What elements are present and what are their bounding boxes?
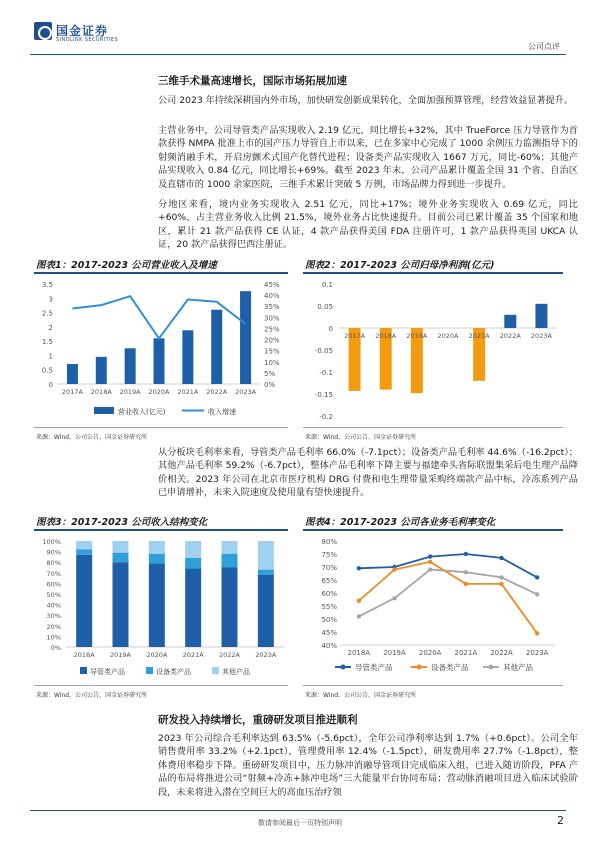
report-type: 公司点评 xyxy=(528,42,560,51)
stacked-segment xyxy=(258,570,274,575)
y-tick-label: 80% xyxy=(46,559,61,568)
figure2-bottom-rule xyxy=(303,427,563,428)
x-tick-label: 2023A xyxy=(530,332,552,340)
revenue-bar xyxy=(96,357,107,384)
x-tick-label: 2017A xyxy=(344,332,366,340)
stacked-segment xyxy=(258,541,274,570)
stacked-segment xyxy=(149,563,165,647)
x-tick-label: 2022A xyxy=(219,651,240,659)
y-tick-label: 30% xyxy=(46,612,61,621)
y-tick-label: 50% xyxy=(46,591,61,599)
y-tick-label: 0% xyxy=(50,644,61,652)
paragraph-5: 2023 年公司综合毛利率达到 63.5%（-5.6pct），全年公司净利率达到 1.7%（+0.6pct）。公司全年销售费用率 33.2%（+2.1pct），管理费用率 12.4%（-1.5pct），研发费用率 27.7%（-1.8pct），整体费用率稳步下降。重磅研发项目中，压力脉冲消融导管项目完成临床入组，已进入随访阶段，PFA 产品的布局将推进公司“射频+冷冻+脉冲电场”三大能量平台协同布局；营动脉消融项目进入临床试验阶段，未来将进入潜在空间巨大的高血压治疗领 xyxy=(158,733,578,798)
margin-point xyxy=(392,567,396,571)
y-tick-label: 65% xyxy=(321,577,337,585)
legend-label: 其他产品 xyxy=(222,668,250,676)
page-number: 2 xyxy=(557,814,564,827)
stacked-segment xyxy=(222,568,238,648)
x-tick-label: 2020A xyxy=(437,332,459,340)
figure3-title-rule xyxy=(34,529,288,531)
x-tick-label: 2018A xyxy=(90,388,112,396)
y-tick-label: 50% xyxy=(321,616,337,624)
figure1-source: 来源：Wind，公司公告，国金证券研究所 xyxy=(36,434,148,441)
x-tick-label: 2020A xyxy=(418,649,442,657)
figure4-source: 来源：Wind，公司公告，国金证券研究所 xyxy=(305,692,417,699)
x-tick-label: 2018A xyxy=(73,651,95,659)
legend-label: 设备类产品 xyxy=(156,668,191,676)
header-divider xyxy=(30,54,566,55)
y-tick-label: 0 xyxy=(328,325,333,333)
y-left-tick-label: 1 xyxy=(48,352,53,361)
paragraph-1: 公司 2023 年持续深耕国内外市场，加快研发创新成果转化，全面加强预算管理，经营效益显著提升。 xyxy=(158,95,574,106)
x-tick-label: 2021A xyxy=(468,332,490,340)
revenue-bar xyxy=(182,330,193,384)
figure3-bottom-rule xyxy=(34,685,288,686)
figure2-chart xyxy=(303,276,565,424)
x-tick-label: 2018A xyxy=(347,649,371,657)
figure4-chart xyxy=(303,533,565,681)
legend-marker xyxy=(417,665,422,670)
y-left-tick-label: 0 xyxy=(48,381,53,389)
y-left-tick-label: 3.5 xyxy=(41,281,53,289)
legend-bar-swatch xyxy=(94,407,114,414)
y-tick-label: 10% xyxy=(46,633,61,642)
y-tick-label: -0.15 xyxy=(314,391,333,399)
margin-point xyxy=(464,552,468,556)
margin-point xyxy=(428,554,432,558)
stacked-segment xyxy=(76,555,92,647)
figure3-source: 来源：Wind，公司公告，国金证券研究所 xyxy=(36,692,148,699)
y-right-tick-label: 35% xyxy=(264,303,280,312)
logo-text-en: SINOLINK SECURITIES xyxy=(56,37,119,43)
y-left-tick-label: 2 xyxy=(48,323,53,332)
margin-point xyxy=(357,599,361,603)
figure3-chart xyxy=(34,533,290,681)
x-tick-label: 2019A xyxy=(119,388,141,396)
y-left-tick-label: 2.5 xyxy=(41,309,53,318)
stacked-segment xyxy=(113,553,129,563)
y-tick-label: 100% xyxy=(42,538,61,546)
margin-point xyxy=(428,567,432,571)
stacked-segment xyxy=(149,541,165,554)
y-left-tick-label: 0.5 xyxy=(41,366,53,375)
revenue-bar xyxy=(67,364,78,384)
y-right-tick-label: 20% xyxy=(264,336,280,345)
margin-point xyxy=(357,614,361,618)
margin-series-line xyxy=(359,562,537,634)
y-tick-label: 75% xyxy=(321,551,337,559)
legend-marker xyxy=(341,665,346,670)
y-tick-label: 60% xyxy=(321,590,337,598)
legend-line-label: 收入增速 xyxy=(208,408,236,416)
margin-point xyxy=(499,575,503,579)
legend-swatch xyxy=(212,667,219,674)
figure2-title: 图表2：2017-2023 公司归母净利润(亿元) xyxy=(305,260,495,271)
figure3-title: 图表3：2017-2023 公司收入结构变化 xyxy=(36,517,208,528)
paragraph-4: 从分板块毛利率来看，导管类产品毛利率 66.0%（-7.1pct）；设备类产品毛利率 44.6%（-16.2pct）；其他产品毛利率 59.2%（-6.7pct），整体产品毛利率下降主要与福建牵头省际联盟集采后电生理产品降价相关。2023 年公司在北京市医疗机构 DRG 付费和电生理带量采购终端款产品中标，冷冻系列产品已申请增补，未来入院速度及使用量有望快速提升。 xyxy=(158,447,578,499)
figure4-bottom-rule xyxy=(303,685,563,686)
legend-swatch xyxy=(146,667,153,674)
figure1-title-rule xyxy=(34,272,288,274)
section-title-1: 三维手术量高速增长，国际市场拓展加速 xyxy=(158,75,347,87)
figure4-svg xyxy=(303,533,565,681)
figure2-title-rule xyxy=(303,272,563,274)
paragraph-2: 主营业务中，公司导管类产品实现收入 2.19 亿元，同比增长+32%，其中 TrueForce 压力导管作为首款获得 NMPA 批准上市的国产压力导管自上市以来，已在多家中心完成了 1000 余例压力监测指导下的射频消融手术，开启房颤术式国产化替代进程；设备类产品实现收入 1667 万元，同比-60%；其他产品实现收入 0.84 亿元，同比增长+69%。截至 2023 年末，公司产品累计覆盖全国 31 个省、自治区及直辖市的 1000 余家医院，三维手术累计突破 5 万例，市场品牌力得到进一步提升。 xyxy=(158,125,578,190)
x-tick-label: 2019A xyxy=(383,649,406,657)
stacked-segment xyxy=(76,541,92,549)
figure3-svg xyxy=(34,533,290,681)
revenue-bar xyxy=(240,291,251,384)
y-tick-label: 60% xyxy=(46,580,61,589)
legend-label: 其他产品 xyxy=(503,663,533,672)
profit-bar xyxy=(504,315,516,328)
legend-label: 导管类产品 xyxy=(90,668,125,676)
y-tick-label: 40% xyxy=(321,642,337,650)
company-logo xyxy=(34,22,174,50)
y-right-tick-label: 5% xyxy=(264,369,276,378)
y-left-tick-label: 1.5 xyxy=(41,338,53,347)
x-tick-label: 2020A xyxy=(148,388,170,396)
profit-bar xyxy=(535,304,547,328)
y-tick-label: 0.05 xyxy=(317,303,333,311)
stacked-segment xyxy=(258,575,274,647)
margin-point xyxy=(499,582,503,586)
y-right-tick-label: 45% xyxy=(264,281,280,289)
x-tick-label: 2021A xyxy=(177,388,199,396)
legend-swatch xyxy=(80,667,87,674)
stacked-segment xyxy=(222,541,238,554)
figure4-title-rule xyxy=(303,529,563,531)
figure1-bottom-rule xyxy=(34,427,288,428)
figure1-chart xyxy=(34,276,290,424)
footer-disclaimer: 敬请参阅最后一页特别声明 xyxy=(258,819,342,827)
y-tick-label: -0.2 xyxy=(319,413,333,421)
x-tick-label: 2021A xyxy=(182,651,204,659)
y-tick-label: -0.1 xyxy=(319,369,333,377)
footer-divider xyxy=(30,810,566,811)
y-right-tick-label: 15% xyxy=(264,347,280,356)
x-tick-label: 2022A xyxy=(499,332,521,340)
figure2-svg xyxy=(303,276,565,424)
figure1-svg xyxy=(34,276,290,424)
x-tick-label: 2023A xyxy=(525,649,549,657)
y-tick-label: 70% xyxy=(321,564,337,572)
margin-point xyxy=(499,556,503,560)
legend-label: 设备类产品 xyxy=(431,663,469,672)
y-tick-label: 0.1 xyxy=(321,281,333,289)
legend-label: 导管类产品 xyxy=(355,663,393,672)
paragraph-3: 分地区来看，境内业务实现收入 2.51 亿元，同比+17%；境外业务实现收入 0.69 亿元，同比+60%，占主营业务收入比例 21.5%，境外业务占比快速提升。目前公司已累计覆盖 35 个国家和地区，累计 21 款产品获得 CE 认证，4 款产品获得美国 FDA 注册许可，1 款产品获得英国 UKCA 认证，20 款产品获得巴西注册证。 xyxy=(158,199,578,251)
margin-point xyxy=(464,582,468,586)
margin-point xyxy=(464,570,468,574)
x-tick-label: 2023A xyxy=(255,651,277,659)
stacked-segment xyxy=(222,554,238,568)
stacked-segment xyxy=(76,549,92,554)
logo-text-cn: 国金证券 xyxy=(56,24,109,38)
x-tick-label: 2022A xyxy=(206,388,228,396)
x-tick-label: 2023A xyxy=(235,388,257,396)
x-tick-label: 2019A xyxy=(406,332,428,340)
x-tick-label: 2019A xyxy=(110,651,131,659)
y-tick-label: 90% xyxy=(46,548,61,557)
x-tick-label: 2021A xyxy=(454,649,478,657)
logo-icon xyxy=(34,22,52,40)
stacked-segment xyxy=(185,541,201,558)
revenue-bar xyxy=(211,310,222,384)
y-tick-label: 40% xyxy=(46,601,61,610)
margin-point xyxy=(535,575,539,579)
margin-point xyxy=(535,592,539,596)
stacked-segment xyxy=(113,562,129,647)
section-title-3: 研发投入持续增长，重磅研发项目推进顺利 xyxy=(158,714,358,726)
y-tick-label: 70% xyxy=(46,569,61,578)
stacked-segment xyxy=(113,541,129,553)
x-tick-label: 2017A xyxy=(61,388,83,396)
legend-marker xyxy=(489,665,494,670)
margin-point xyxy=(535,631,539,635)
margin-point xyxy=(357,566,361,570)
legend-bar-label: 营业收入(亿元) xyxy=(118,408,166,416)
x-tick-label: 2022A xyxy=(490,649,513,657)
y-right-tick-label: 10% xyxy=(264,358,280,367)
page-header xyxy=(0,0,596,52)
stacked-segment xyxy=(149,554,165,564)
y-tick-label: 20% xyxy=(46,622,61,631)
y-right-tick-label: 25% xyxy=(264,325,280,334)
y-tick-label: 55% xyxy=(321,603,337,611)
x-tick-label: 2020A xyxy=(146,651,168,659)
y-left-tick-label: 3 xyxy=(48,295,53,304)
y-tick-label: 80% xyxy=(321,538,337,546)
revenue-bar xyxy=(154,338,165,384)
y-tick-label: 45% xyxy=(321,629,337,637)
stacked-segment xyxy=(185,569,201,647)
y-right-tick-label: 40% xyxy=(264,292,280,301)
y-right-tick-label: 0% xyxy=(264,381,276,389)
figure2-source: 来源：Wind，公司公告，国金证券研究所 xyxy=(305,434,417,441)
figure4-title: 图表4：2017-2023 公司各业务毛利率变化 xyxy=(305,517,496,528)
revenue-bar xyxy=(125,348,136,384)
stacked-segment xyxy=(185,558,201,569)
y-right-tick-label: 30% xyxy=(264,314,280,323)
figure1-title: 图表1：2017-2023 公司营业收入及增速 xyxy=(36,260,217,271)
margin-point xyxy=(428,560,432,564)
x-tick-label: 2018A xyxy=(375,332,397,340)
margin-point xyxy=(392,596,396,600)
y-tick-label: -0.05 xyxy=(314,347,333,355)
